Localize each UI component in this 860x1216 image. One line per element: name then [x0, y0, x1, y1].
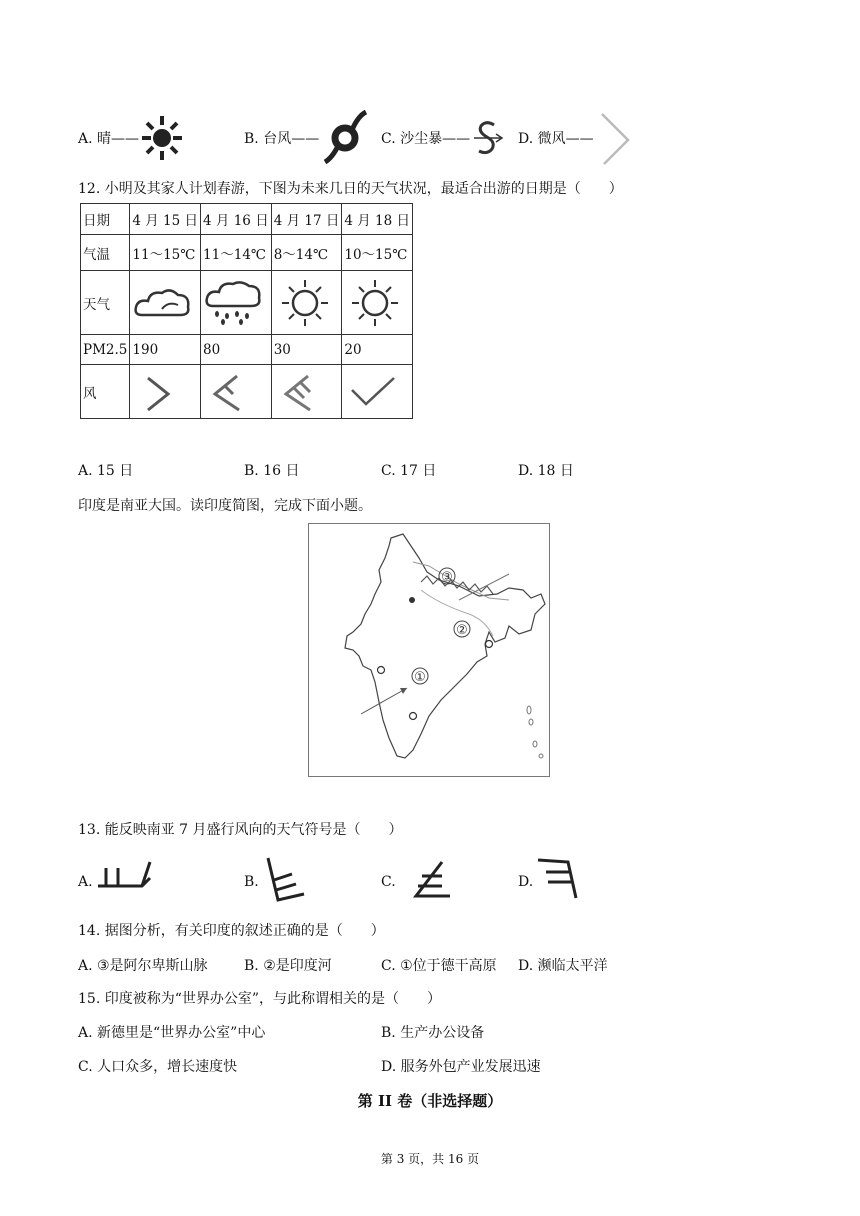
wind-cell — [271, 365, 342, 419]
q12-option-a: A. 15 日 — [78, 463, 134, 479]
q11-option-b: B. 台风—— — [244, 131, 320, 147]
wind-symbol-icon — [398, 856, 454, 900]
q11-option-c: C. 沙尘暴—— — [381, 131, 471, 147]
weather-cell — [271, 271, 342, 335]
q13-option-b: B. — [244, 874, 259, 890]
row-label: 气温 — [81, 235, 130, 271]
date-cell: 4 月 18 日 — [342, 204, 413, 235]
wind-symbol-icon — [92, 858, 152, 894]
q12-stem: 12. 小明及其家人计划春游，下图为未来几日的天气状况，最适合出游的日期是（ ） — [78, 181, 623, 197]
wind-symbol-icon — [132, 370, 198, 414]
wind-symbol-icon — [274, 370, 340, 414]
wind-symbol-icon — [203, 370, 269, 414]
pm25-cell: 80 — [201, 335, 272, 365]
pm25-cell: 30 — [271, 335, 342, 365]
q12-option-d: D. 18 日 — [518, 463, 574, 479]
india-outline-map — [309, 524, 549, 776]
wind-cell — [342, 365, 413, 419]
wind-cell — [201, 365, 272, 419]
sandstorm-icon — [472, 118, 504, 158]
table-row — [81, 271, 413, 335]
map-label-2: ② — [456, 623, 468, 638]
weather-cell — [201, 271, 272, 335]
wind-symbol-icon — [258, 854, 308, 904]
weather-cell — [342, 271, 413, 335]
q13-option-c: C. — [381, 874, 396, 890]
row-label: 风 — [81, 365, 130, 419]
pm25-cell: 190 — [130, 335, 201, 365]
table-row — [81, 365, 413, 419]
row-label: 天气 — [81, 271, 130, 335]
q13-stem: 13. 能反映南亚 7 月盛行风向的天气符号是（ ） — [78, 822, 403, 838]
wind-symbol-icon — [534, 854, 582, 902]
date-cell: 4 月 15 日 — [130, 204, 201, 235]
table-row — [81, 235, 413, 271]
q12-option-c: C. 17 日 — [381, 463, 437, 479]
sunny-icon — [140, 114, 184, 162]
sunny-icon — [344, 278, 410, 328]
breeze-icon — [596, 110, 636, 168]
cloudy-icon — [132, 283, 198, 323]
map-label-3: ③ — [441, 570, 453, 585]
q12-option-b: B. 16 日 — [244, 463, 300, 479]
india-map — [308, 523, 550, 777]
sunny-icon — [274, 278, 340, 328]
row-label: 日期 — [81, 204, 130, 235]
passage-intro: 印度是南亚大国。读印度简图，完成下面小题。 — [78, 498, 372, 514]
q15-stem: 15. 印度被称为“世界办公室”，与此称谓相关的是（ ） — [78, 991, 442, 1007]
q14-option-b: B. ②是印度河 — [244, 958, 332, 974]
table-row — [81, 204, 413, 235]
weather-table — [80, 203, 413, 419]
section-title: 第 II 卷（非选择题） — [357, 1092, 503, 1110]
q14-option-c: C. ①位于德干高原 — [381, 958, 497, 974]
q13-option-a: A. — [78, 874, 93, 890]
date-cell: 4 月 17 日 — [271, 204, 342, 235]
typhoon-icon — [322, 110, 368, 164]
temp-cell: 10～15℃ — [342, 235, 413, 271]
date-cell: 4 月 16 日 — [201, 204, 272, 235]
q15-option-c: C. 人口众多，增长速度快 — [78, 1059, 238, 1075]
table-row — [81, 335, 413, 365]
q11-option-d: D. 微风—— — [518, 131, 594, 147]
q13-option-d: D. — [518, 874, 534, 890]
rain-icon — [203, 280, 269, 326]
temp-cell: 11～14℃ — [201, 235, 272, 271]
map-label-1: ① — [414, 670, 426, 685]
page-footer: 第 3 页，共 16 页 — [380, 1152, 480, 1166]
q11-option-a: A. 晴—— — [78, 131, 140, 147]
temp-cell: 11～15℃ — [130, 235, 201, 271]
q15-option-b: B. 生产办公设备 — [381, 1025, 485, 1041]
temp-cell: 8～14℃ — [271, 235, 342, 271]
weather-cell — [130, 271, 201, 335]
q15-option-a: A. 新德里是“世界办公室”中心 — [78, 1025, 266, 1041]
q14-option-d: D. 濒临太平洋 — [518, 958, 608, 974]
wind-symbol-icon — [344, 370, 410, 414]
q15-option-d: D. 服务外包产业发展迅速 — [381, 1059, 541, 1075]
row-label: PM2.5 — [81, 335, 130, 365]
q14-stem: 14. 据图分析，有关印度的叙述正确的是（ ） — [78, 923, 385, 939]
q14-option-a: A. ③是阿尔卑斯山脉 — [78, 958, 208, 974]
wind-cell — [130, 365, 201, 419]
pm25-cell: 20 — [342, 335, 413, 365]
